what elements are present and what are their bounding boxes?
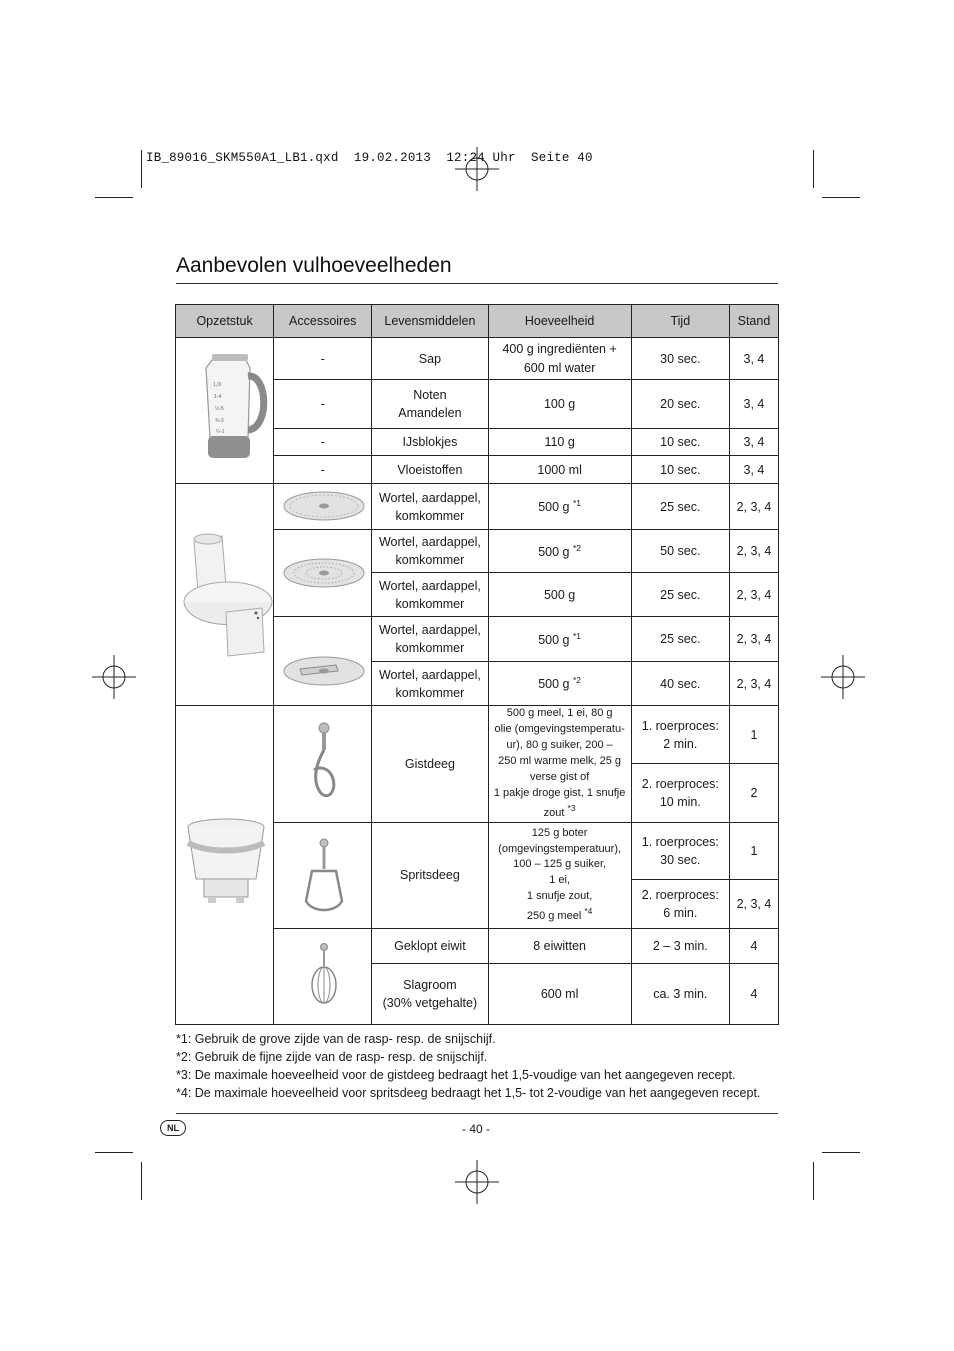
crop-mark <box>813 1162 814 1200</box>
crop-mark <box>813 150 814 188</box>
footer-rule <box>176 1113 778 1114</box>
dough-hook-icon <box>276 706 372 816</box>
time-cell: 10 sec. <box>631 428 729 456</box>
jug-scale-mark: ½-5 <box>215 406 224 412</box>
speed-cell: 3, 4 <box>729 380 778 428</box>
registration-mark-left <box>92 655 136 699</box>
accessory-cell <box>274 617 372 706</box>
col-header: Stand <box>729 305 778 338</box>
footnote: *3: De maximale hoeveelheid voor de gistdeeg bedraagt het 1,5-voudige van het aangegeven recept. <box>176 1068 736 1082</box>
language-badge: NL <box>160 1120 186 1136</box>
table-row <box>176 338 779 380</box>
food-cell: Geklopt eiwit <box>372 928 488 963</box>
flat-beater-icon <box>276 823 372 923</box>
time-cell: ca. 3 min. <box>631 964 729 1025</box>
slicing-disc-icon <box>276 619 372 699</box>
speed-cell: 2 <box>729 764 778 823</box>
accessory-cell: - <box>274 380 372 428</box>
col-header: Tijd <box>631 305 729 338</box>
accessory-cell <box>274 484 372 530</box>
accessory-cell <box>274 530 372 617</box>
food-cell: Gistdeeg <box>372 706 488 823</box>
quantity-cell: 500 g meel, 1 ei, 80 g olie (omgevingstemperatu- ur), 80 g suiker, 200 – 250 ml warme melk, 25 g verse gist of 1 pakje droge gist, 1 snufje zout $^{*3}$ <box>488 706 631 823</box>
accessory-cell <box>274 706 372 823</box>
crop-mark <box>141 1162 142 1200</box>
food-cell: Wortel, aardappel, komkommer <box>372 530 488 573</box>
speed-cell: 4 <box>729 928 778 963</box>
speed-cell: 3, 4 <box>729 338 778 380</box>
speed-cell: 3, 4 <box>729 428 778 456</box>
time-cell: 50 sec. <box>631 530 729 573</box>
crop-mark <box>141 150 142 188</box>
food-cell: Wortel, aardappel, komkommer <box>372 617 488 662</box>
footnote: *2: Gebruik de fijne zijde van de rasp- resp. de snijschijf. <box>176 1050 488 1064</box>
speed-cell: 2, 3, 4 <box>729 662 778 706</box>
time-cell: 25 sec. <box>631 484 729 530</box>
page-title: Aanbevolen vulhoeveelheden <box>176 254 452 277</box>
time-cell: 2 – 3 min. <box>631 928 729 963</box>
accessory-cell: - <box>274 428 372 456</box>
quantity-cell: 500 g $^{*2}$ <box>488 662 631 706</box>
quantity-cell: 1000 ml <box>488 456 631 484</box>
quantity-cell: 500 g $^{*2}$ <box>488 530 631 573</box>
time-cell: 30 sec. <box>631 338 729 380</box>
attachment-cell <box>176 484 274 706</box>
registration-mark-top <box>455 147 499 191</box>
mixing-bowl-icon <box>178 813 274 913</box>
footnote: *1: Gebruik de grove zijde van de rasp- resp. de snijschijf. <box>176 1032 496 1046</box>
table-header-row <box>176 305 779 338</box>
col-header: Levensmiddelen <box>372 305 488 338</box>
crop-mark <box>822 1152 860 1153</box>
time-cell: 20 sec. <box>631 380 729 428</box>
quantity-cell: 110 g <box>488 428 631 456</box>
speed-cell: 3, 4 <box>729 456 778 484</box>
time-cell: 25 sec. <box>631 573 729 617</box>
col-header: Hoeveelheid <box>488 305 631 338</box>
food-cell: Wortel, aardappel, komkommer <box>372 662 488 706</box>
accessory-cell: - <box>274 338 372 380</box>
time-cell: 25 sec. <box>631 617 729 662</box>
jug-scale-mark: ¾-3 <box>215 418 224 424</box>
food-cell: Vloeistoffen <box>372 456 488 484</box>
crop-mark <box>95 1152 133 1153</box>
food-cell: Wortel, aardappel, komkommer <box>372 484 488 530</box>
food-cell: Noten Amandelen <box>372 380 488 428</box>
blender-jug-icon <box>178 338 274 478</box>
time-cell: 1. roerproces: 2 min. <box>631 706 729 764</box>
quantity-cell: 400 g ingrediënten + 600 ml water <box>488 338 631 380</box>
speed-cell: 2, 3, 4 <box>729 573 778 617</box>
col-header: Opzetstuk <box>176 305 274 338</box>
speed-cell: 1 <box>729 822 778 879</box>
print-slug: IB_89016_SKM550A1_LB1.qxd 19.02.2013 12:24 Uhr Seite 40 <box>146 151 593 165</box>
speed-cell: 4 <box>729 964 778 1025</box>
speed-cell: 2, 3, 4 <box>729 484 778 530</box>
food-cell: Spritsdeeg <box>372 822 488 928</box>
attachment-cell <box>176 706 274 1025</box>
slicing-disc-icon <box>276 541 372 601</box>
table-row <box>176 484 779 530</box>
footnotes <box>176 1030 760 1102</box>
quantity-cell: 600 ml <box>488 964 631 1025</box>
food-cell: IJsblokjes <box>372 428 488 456</box>
jug-scale-mark: ¼-1 <box>216 429 225 435</box>
fill-quantity-table <box>175 304 779 1025</box>
slicing-disc-icon <box>276 484 372 524</box>
time-cell: 2. roerproces: 6 min. <box>631 879 729 928</box>
food-cell: Slagroom (30% vetgehalte) <box>372 964 488 1025</box>
time-cell: 2. roerproces: 10 min. <box>631 764 729 823</box>
quantity-cell: 500 g $^{*1}$ <box>488 484 631 530</box>
food-cell: Wortel, aardappel, komkommer <box>372 573 488 617</box>
accessory-cell: - <box>274 456 372 484</box>
footnote: *4: De maximale hoeveelheid voor spritsdeeg bedraagt het 1,5- tot 2-voudige van het aangegeven recept. <box>176 1086 761 1100</box>
table-row <box>176 706 779 764</box>
speed-cell: 2, 3, 4 <box>729 879 778 928</box>
quantity-cell: 500 g $^{*1}$ <box>488 617 631 662</box>
time-cell: 1. roerproces: 30 sec. <box>631 822 729 879</box>
time-cell: 40 sec. <box>631 662 729 706</box>
food-cell: Sap <box>372 338 488 380</box>
quantity-cell: 8 eiwitten <box>488 928 631 963</box>
speed-cell: 2, 3, 4 <box>729 530 778 573</box>
speed-cell: 1 <box>729 706 778 764</box>
jug-scale-mark: 1-4 <box>214 394 222 400</box>
accessory-cell <box>274 928 372 1024</box>
page-number: - 40 - <box>461 1122 490 1136</box>
crop-mark <box>95 197 133 198</box>
accessory-cell <box>274 822 372 928</box>
col-header: Accessoires <box>274 305 372 338</box>
registration-mark-bottom <box>455 1160 499 1204</box>
balloon-whisk-icon <box>276 929 372 1019</box>
crop-mark <box>822 197 860 198</box>
speed-cell: 2, 3, 4 <box>729 617 778 662</box>
time-cell: 10 sec. <box>631 456 729 484</box>
attachment-cell <box>176 338 274 484</box>
quantity-cell: 125 g boter (omgevingstemperatuur), 100 – 125 g suiker, 1 ei, 1 snufje zout, 250 g meel $^{*4}$ <box>488 822 631 928</box>
quantity-cell: 100 g <box>488 380 631 428</box>
quantity-cell: 500 g <box>488 573 631 617</box>
registration-mark-right <box>821 655 865 699</box>
food-processor-icon <box>178 522 274 662</box>
title-rule <box>176 283 778 284</box>
jug-scale-mark: 1,0l <box>213 382 222 388</box>
